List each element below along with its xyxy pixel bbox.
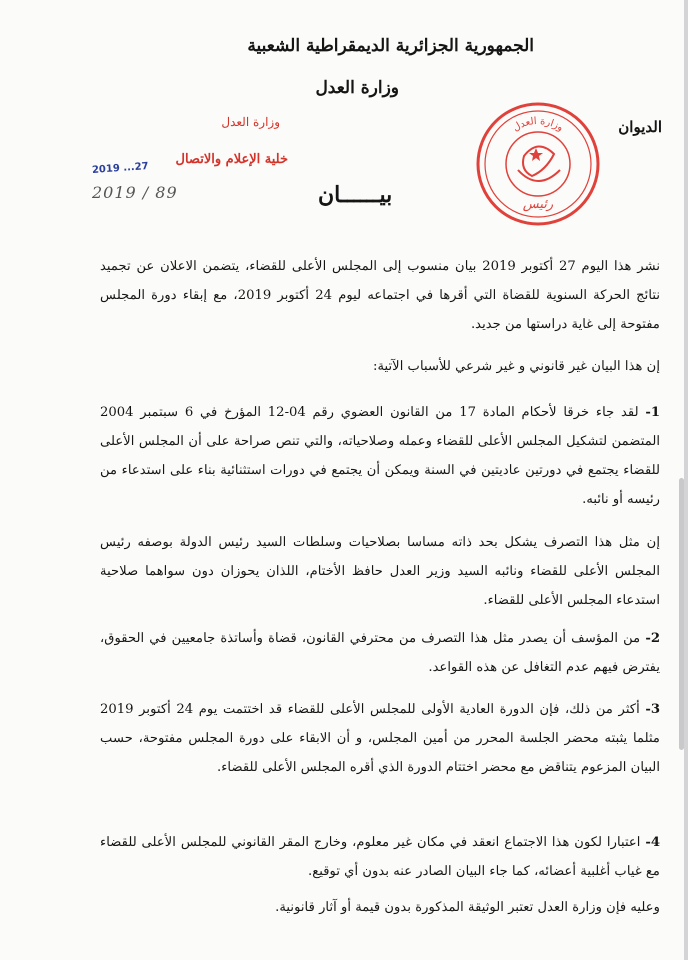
conclusion-paragraph: وعليه فإن وزارة العدل تعتبر الوثيقة المذكورة بدون قيمة أو آثار قانونية. xyxy=(275,900,660,915)
registration-number: 2019 ...27 xyxy=(91,161,149,176)
item-text: أكثر من ذلك، فإن الدورة العادية الأولى للمجلس الأعلى للقضاء قد اختتمت يوم 24 أكتوبر 2019 مثلما يثبته محضر الجلسة المحرر من أمين المجلس، و أن الابقاء على دورة المجلس مفتوحة، حسب البيان المزعوم يتناقض مع محضر اختتام الدورة الذي أقره المجلس الأعلى للقضاء. xyxy=(100,702,660,775)
item-text: اعتبارا لكون هذا الاجتماع انعقد في مكان غير معلوم، وخارج المقر القانوني للمجلس الأعلى للقضاء مع غياب أغلبية أعضائه، كما جاء البيان الصادر عنه بدون أي توقيع. xyxy=(100,835,660,879)
registration-date: 2019 / 89 xyxy=(92,183,178,202)
republic-header: الجمهورية الجزائرية الديمقراطية الشعبية xyxy=(247,36,534,56)
item-number: 1- xyxy=(645,405,660,420)
item-number: 2- xyxy=(645,631,660,646)
office-label: الديوان xyxy=(618,118,662,136)
seal-top-text: وزارة العدل xyxy=(510,115,566,134)
svg-text:وزارة العدل xyxy=(511,116,565,134)
viewer-edge xyxy=(684,0,688,960)
document-title: بيــــــان xyxy=(318,182,393,208)
reason-item-4 xyxy=(100,828,660,886)
item-text: لقد جاء خرقا لأحكام المادة 17 من القانون العضوي رقم 04-12 المؤرخ في 6 سبتمبر 2004 المتضمن لتشكيل المجلس الأعلى للقضاء وعمله وصلاحياته، والتي تنص صراحة على أن المجلس الأعلى للقضاء يجتمع في دورتين عاديتين في السنة ويمكن أن يجتمع في دورات استثنائية بناء على استدعاء من رئيسه أو نائبه. xyxy=(100,405,660,507)
reasons-intro: إن هذا البيان غير قانوني و غير شرعي للأسباب الآتية: xyxy=(373,359,660,374)
red-stamp-line1: وزارة العدل xyxy=(221,115,280,129)
item-number: 3- xyxy=(645,702,660,717)
item-number: 4- xyxy=(645,835,660,850)
red-stamp-line2: خلية الإعلام والاتصال xyxy=(175,152,288,167)
reason-item-1 xyxy=(100,398,660,514)
scrollbar-thumb[interactable] xyxy=(679,478,684,750)
official-seal-stamp xyxy=(474,100,602,228)
seal-bottom-text: رئيس xyxy=(522,197,554,212)
intro-paragraph: نشر هذا اليوم 27 أكتوبر 2019 بيان منسوب إلى المجلس الأعلى للقضاء، يتضمن الاعلان عن تجميد نتائج الحركة السنوية للقضاة التي أقرها في اجتماعه ليوم 24 أكتوبر 2019، مع إبقاء دورة المجلس مفتوحة إلى غاية دراستها من جديد. xyxy=(100,259,661,332)
item-text: إن مثل هذا التصرف يشكل بحد ذاته مساسا بصلاحيات وسلطات السيد رئيس الدولة بوصفه رئيس المجلس الأعلى للقضاء ونائبه السيد وزير العدل حافظ الأختام، اللذان يحوزان دون سواهما صلاحية استدعاء المجلس الأعلى للقضاء. xyxy=(100,535,660,608)
item-text: من المؤسف أن يصدر مثل هذا التصرف من محترفي القانون، قضاة وأساتذة جامعيين في الحقوق، يفترض فيهم عدم التغافل عن هذه القواعد. xyxy=(100,631,660,675)
reason-item-1-continued xyxy=(100,528,660,615)
ministry-header: وزارة العدل xyxy=(315,78,399,98)
reason-item-2 xyxy=(100,624,660,682)
reason-item-3 xyxy=(100,695,660,782)
